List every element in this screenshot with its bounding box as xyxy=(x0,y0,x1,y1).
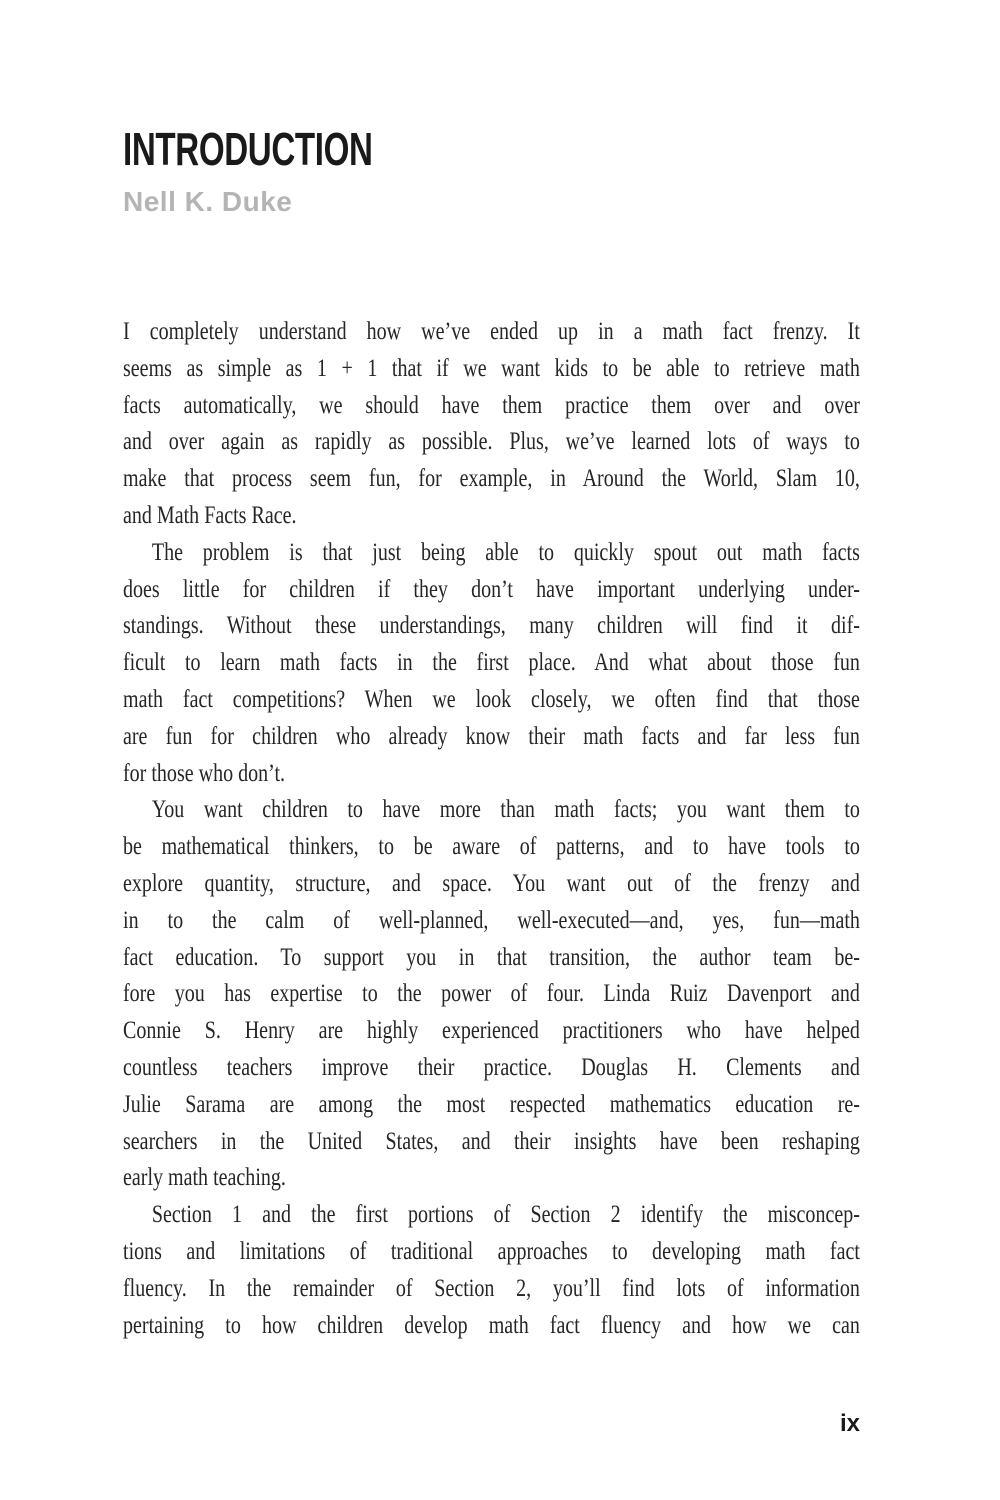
text-line: Julie Sarama are among the most respected mathematics education re- xyxy=(123,1090,860,1118)
body-text xyxy=(123,314,860,1344)
chapter-title: INTRODUCTION xyxy=(123,123,373,175)
text-line: and Math Facts Race. xyxy=(123,501,297,529)
text-line: countless teachers improve their practice. Douglas H. Clements and xyxy=(123,1053,860,1081)
text-line: for those who don’t. xyxy=(123,759,286,787)
text-line: fore you has expertise to the power of four. Linda Ruiz Davenport and xyxy=(123,980,860,1008)
chapter-header xyxy=(123,123,470,218)
text-line: fluency. In the remainder of Section 2, you’ll find lots of information xyxy=(123,1274,860,1302)
paragraph xyxy=(123,792,860,1197)
text-line: fact education. To support you in that transition, the author team be- xyxy=(123,943,860,971)
text-line: Section 1 and the first portions of Section 2 identify the misconcep- xyxy=(151,1201,860,1229)
author-name: Nell K. Duke xyxy=(123,186,293,217)
text-line: You want children to have more than math facts; you want them to xyxy=(151,796,860,824)
text-line: searchers in the United States, and their insights have been reshaping xyxy=(123,1127,860,1155)
text-line: and over again as rapidly as possible. Plus, we’ve learned lots of ways to xyxy=(123,428,860,456)
text-line: standings. Without these understandings, many children will find it dif- xyxy=(123,612,860,640)
page-number: ix xyxy=(839,1410,860,1437)
text-line: tions and limitations of traditional approaches to developing math fact xyxy=(123,1237,860,1265)
text-line: Connie S. Henry are highly experienced practitioners who have helped xyxy=(123,1017,860,1045)
text-line: The problem is that just being able to quickly spout out math facts xyxy=(151,538,860,566)
paragraph xyxy=(123,535,860,793)
text-line: are fun for children who already know their math facts and far less fun xyxy=(123,722,860,750)
text-line: early math teaching. xyxy=(123,1164,286,1192)
text-line: pertaining to how children develop math fact fluency and how we can xyxy=(123,1311,860,1339)
text-line: seems as simple as 1 + 1 that if we want kids to be able to retrieve math xyxy=(123,354,860,382)
text-line: explore quantity, structure, and space. You want out of the frenzy and xyxy=(123,869,860,897)
paragraph xyxy=(123,314,860,535)
text-line: does little for children if they don’t have important underlying under- xyxy=(123,575,860,603)
text-line: make that process seem fun, for example, in Around the World, Slam 10, xyxy=(123,465,860,493)
text-line: ficult to learn math facts in the first place. And what about those fun xyxy=(123,649,860,677)
text-line: be mathematical thinkers, to be aware of patterns, and to have tools to xyxy=(123,833,860,861)
text-line: math fact competitions? When we look closely, we often find that those xyxy=(123,685,860,713)
text-line: facts automatically, we should have them practice them over and over xyxy=(123,391,860,419)
text-line: in to the calm of well-planned, well-executed—and, yes, fun—math xyxy=(123,906,860,934)
paragraph xyxy=(123,1197,860,1344)
text-line: I completely understand how we’ve ended up in a math fact frenzy. It xyxy=(123,318,860,345)
